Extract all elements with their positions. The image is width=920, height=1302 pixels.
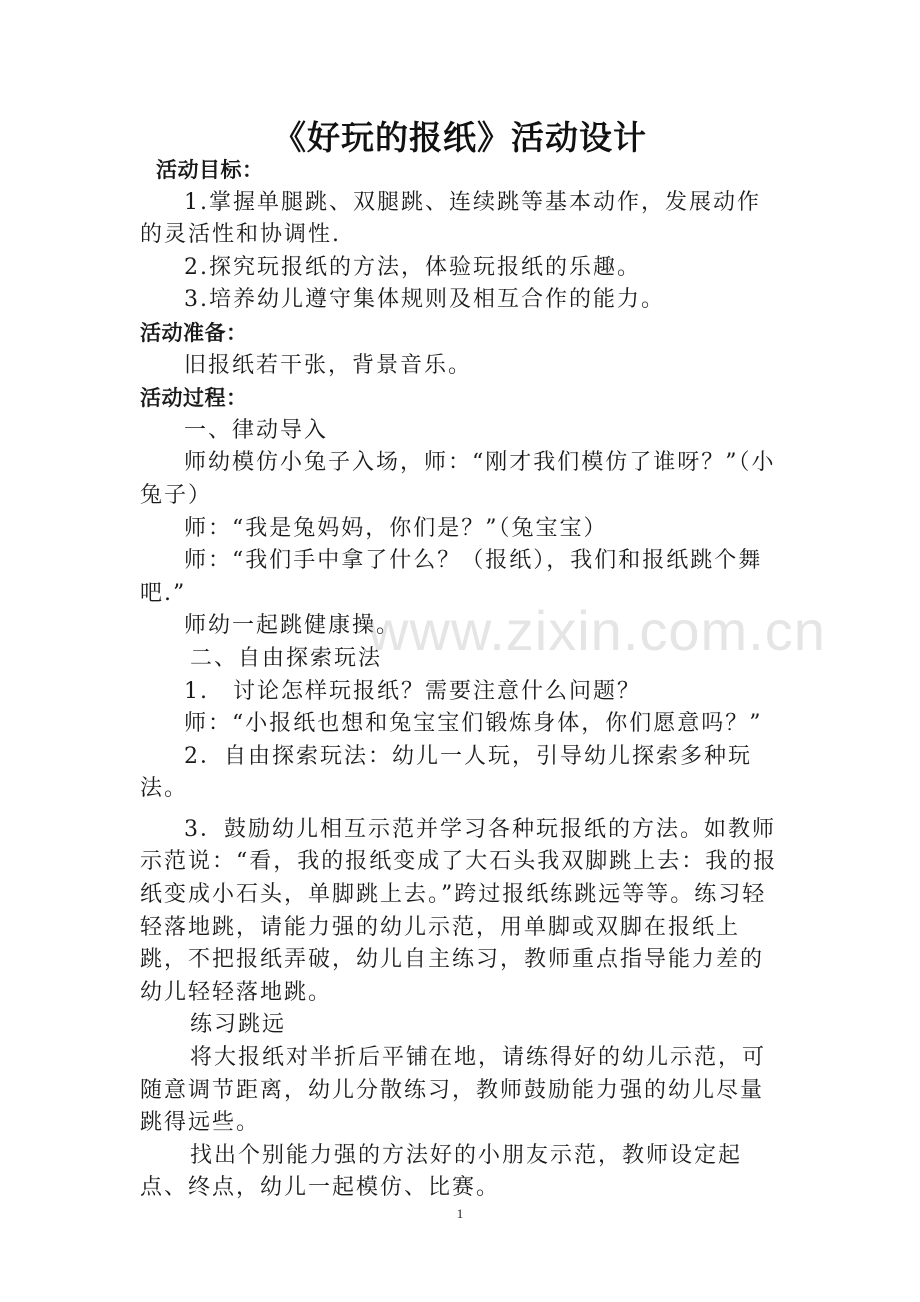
paragraph: 师：“小报纸也想和兔宝宝们锻炼身体，你们愿意吗？”: [184, 711, 763, 737]
section-heading-preparation: 活动准备：: [140, 320, 248, 345]
page-number: 1: [456, 1206, 464, 1221]
paragraph: 2．自由探索玩法：幼儿一人玩，引导幼儿探索多种玩法。: [140, 743, 752, 802]
paragraph: 找出个别能力强的方法好的小朋友示范，教师设定起点、终点，幼儿一起模仿、比赛。: [140, 1142, 743, 1201]
paragraph: 师幼模仿小兔子入场，师：“刚才我们模仿了谁呀？”（小兔子）: [140, 450, 776, 508]
paragraph: 练习跳远: [190, 1012, 287, 1038]
paragraph: 3．鼓励幼儿相互示范并学习各种玩报纸的方法。如教师示范说：“看，我的报纸变成了大石头我双脚跳上去：我的报纸变成小石头，单脚跳上去。”跨过报纸练跳远等等。练习轻轻落地跳，请能力强的幼儿示范，用单脚或双脚在报纸上跳，不把报纸弄破，幼儿自主练习，教师重点指导能力差的幼儿轻轻落地跳。: [140, 816, 778, 1005]
preparation-text: 旧报纸若干张，背景音乐。: [184, 352, 473, 378]
section-heading-goals: 活动目标：: [156, 158, 264, 182]
document-title: 《好玩的报纸》活动设计: [273, 118, 647, 157]
paragraph: 师：“我是兔妈妈，你们是？”（兔宝宝）: [184, 515, 608, 541]
step-2-title: 二、自由探索玩法: [190, 645, 383, 671]
section-heading-process: 活动过程：: [140, 386, 248, 411]
paragraph: 师幼一起跳健康操。: [184, 613, 401, 639]
paragraph: 师：“我们手中拿了什么？（报纸），我们和报纸跳个舞吧.”: [140, 548, 763, 606]
paragraph: 将大报纸对半折后平铺在地，请练得好的幼儿示范，可随意调节距离，幼儿分散练习，教师鼓励能力强的幼儿尽量跳得远些。: [140, 1045, 767, 1136]
document-body: [140, 154, 782, 1205]
goal-item-2: 2.探究玩报纸的方法，体验玩报纸的乐趣。: [184, 254, 641, 280]
step-1-title: 一、律动导入: [184, 417, 329, 443]
goal-item-3: 3.培养幼儿遵守集体规则及相互合作的能力。: [184, 287, 665, 313]
watermark: www.zixin.com.cn: [368, 599, 826, 662]
paragraph: 1. 讨论怎样玩报纸？需要注意什么问题？: [184, 678, 641, 704]
goal-item-1: 1.掌握单腿跳、双腿跳、连续跳等基本动作，发展动作的灵活性和协调性.: [140, 189, 761, 248]
